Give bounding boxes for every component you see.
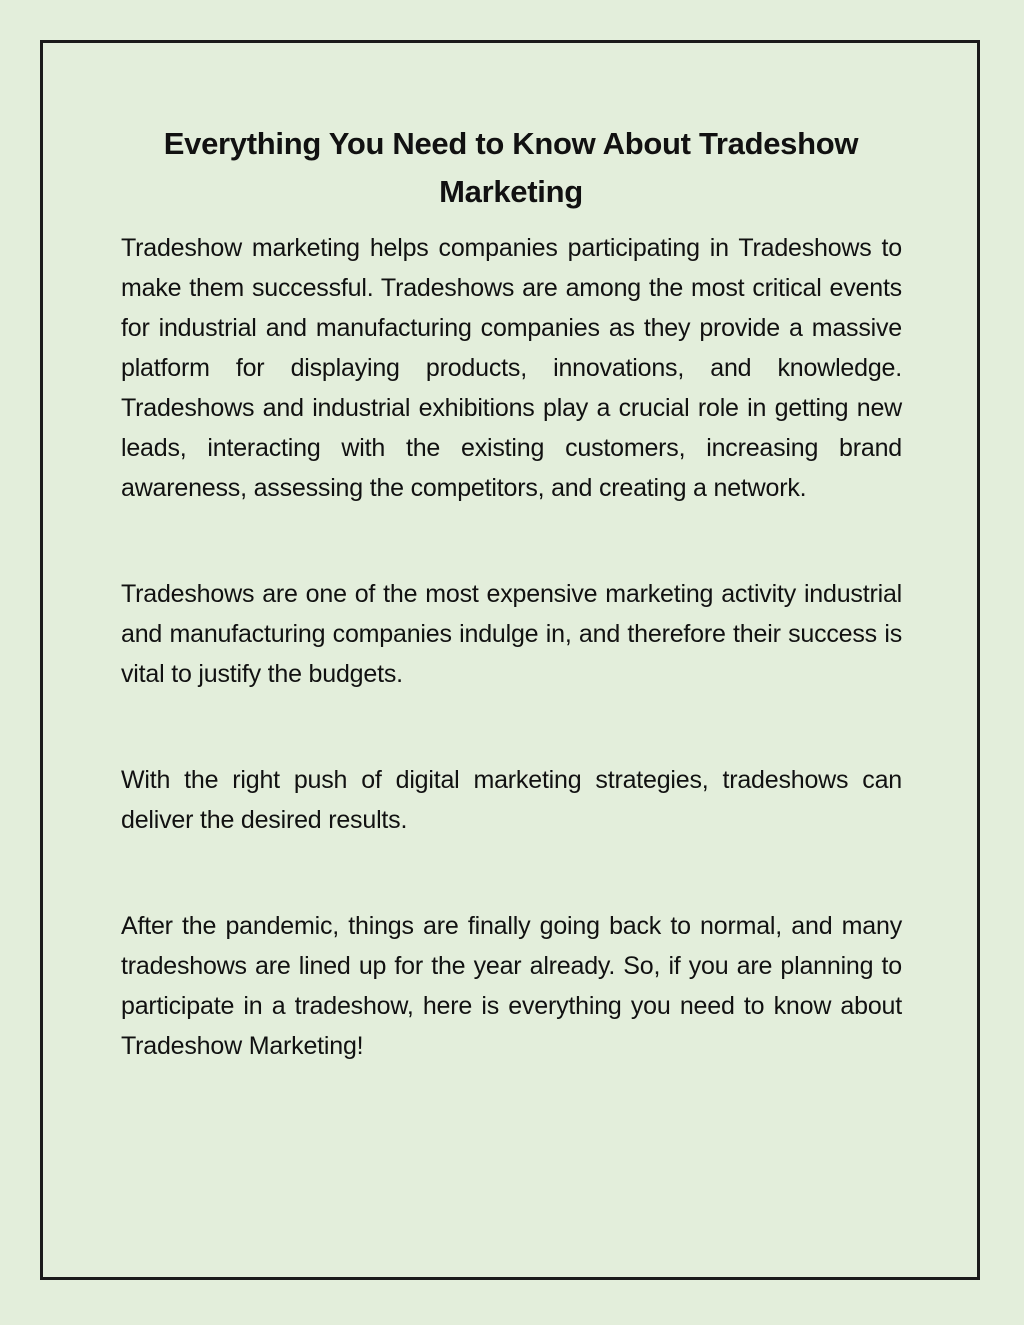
document-body [121, 228, 902, 1132]
paragraph-pandemic: After the pandemic, things are finally going back to normal, and many tradeshows are lined up for the year already. So, if you are planning to participate in a tradeshow, here is everything you need to know about Tradeshow Marketing! [121, 912, 902, 1060]
paragraph-intro: Tradeshow marketing helps companies participating in Tradeshows to make them successful. Tradeshows are among the most critical events for industrial and manufacturing companies as they provide a massive platform for displaying products, innovations, and knowledge. Tradeshows and industrial exhibitions play a crucial role in getting new leads, interacting with the existing customers, increasing brand awareness, assessing the competitors, and creating a network. [121, 234, 902, 502]
paragraph-digital-marketing: With the right push of digital marketing strategies, tradeshows can deliver the desired results. [121, 766, 902, 834]
paragraph-cost: Tradeshows are one of the most expensive marketing activity industrial and manufacturing companies indulge in, and therefore their success is vital to justify the budgets. [121, 580, 902, 688]
document-title: Everything You Need to Know About Tradeshow Marketing [163, 126, 859, 209]
